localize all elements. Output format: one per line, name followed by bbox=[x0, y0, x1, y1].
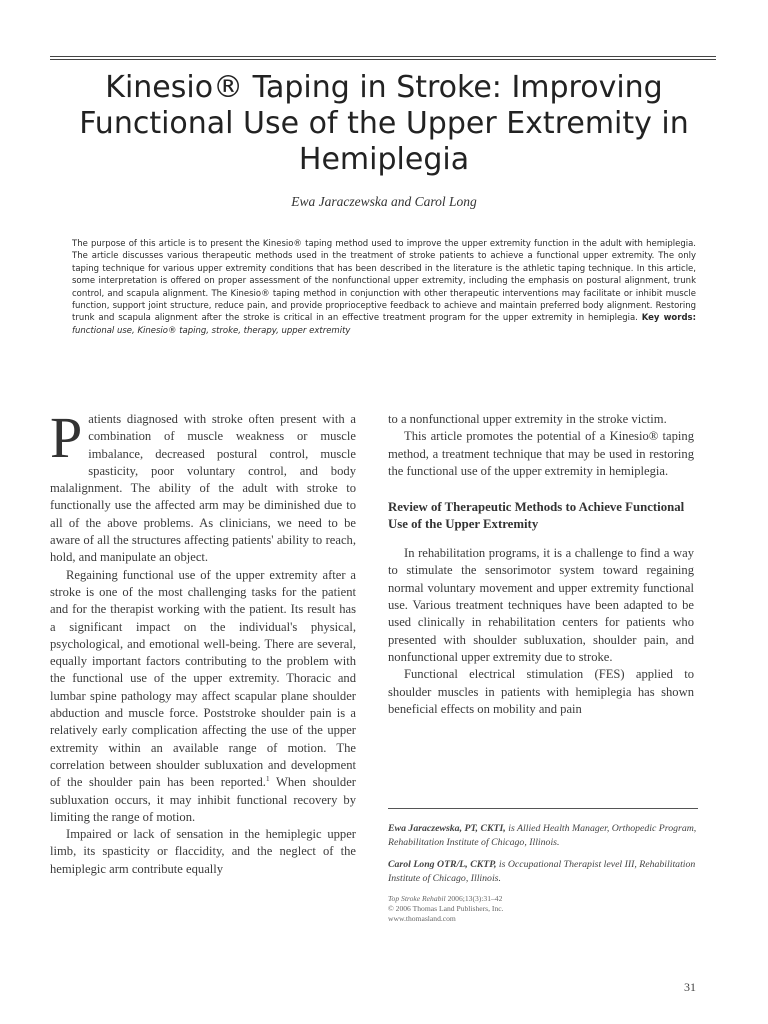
publication-info bbox=[388, 894, 698, 924]
top-rule bbox=[50, 56, 716, 57]
paragraph: Impaired or lack of sensation in the hemiplegic upper limb, its spasticity or flaccidity, and the neglect of the hemiplegic arm contribute equally bbox=[50, 827, 356, 876]
drop-cap: P bbox=[50, 405, 83, 470]
citation-line bbox=[388, 894, 698, 904]
paragraph: In rehabilitation programs, it is a challenge to find a way to stimulate the sensorimotor system toward regaining normal voluntary movement and upper extremity functional use. Various treatment techniques have been adapted to be used clinically in rehabilitation centers for patients who presented with shoulder subluxation, shoulder pain, and nonfunctional upper extremity due to stroke. bbox=[388, 546, 694, 664]
author-note bbox=[388, 822, 698, 850]
keywords-label: Key words: bbox=[641, 313, 696, 324]
reference-marker[interactable]: 1 bbox=[265, 774, 270, 784]
paragraph: to a nonfunctional upper extremity in the stroke victim. bbox=[388, 412, 667, 426]
article-title: Kinesio® Taping in Stroke: Improving Functional Use of the Upper Extremity in Hemiplegia bbox=[79, 70, 689, 177]
page-number: 31 bbox=[684, 980, 696, 994]
paragraph: This article promotes the potential of a Kinesio® taping method, a treatment technique that may be used in restoring the functional use of the upper extremity in hemiplegia. bbox=[388, 429, 694, 478]
abstract-text: The purpose of this article is to present the Kinesio® taping method used to improve the upper extremity function in the adult with hemiplegia. The article discusses various therapeutic methods used in the treatment of stroke patients to achieve a functional upper extremity. The only taping technique for various upper extremity conditions that has been described in the literature is the athletic taping technique. In this article, some interpretation is offered on proper assessment of the nonfunctional upper extremity, including the emphasis on postural alignment, trunk control, and scapula alignment. The Kinesio® taping method in conjunction with other therapeutic interventions may facilitate or inhibit muscle function, support joint structure, reduce pain, and provide proprioceptive feedback to achieve and maintain preferred body alignment. Restoring trunk and scapula alignment after the stroke is critical in an effective treatment program for the upper extremity in hemiplegia. bbox=[72, 239, 696, 324]
paragraph-text: Regaining functional use of the upper extremity after a stroke is one of the most challenging tasks for the patient and for the therapist working with the patient. Its result has a significant impact on the individual's physical, psychological, and emotional well-being. There are several, equally important factors contributing to the problem with the functional use of the upper extremity. Thoracic and lumbar spine pathology may affect scapular plane shoulder abduction and muscle force. Poststroke shoulder pain is a relatively early complication affecting the use of the upper extremity within an available range of motion. The correlation between shoulder subluxation and development of the shoulder pain has been reported. bbox=[50, 567, 356, 790]
section-heading: Review of Therapeutic Methods to Achieve Functional Use of the Upper Extremity bbox=[388, 500, 685, 532]
copyright: © 2006 Thomas Land Publishers, Inc. bbox=[388, 904, 504, 913]
left-column bbox=[50, 405, 356, 878]
paragraph: Functional electrical stimulation (FES) applied to shoulder muscles in patients with hemiplegia has shown beneficial effects on mobility and pain bbox=[388, 667, 694, 716]
citation: 2006;13(3):31–42 bbox=[447, 894, 503, 903]
right-column bbox=[388, 411, 694, 718]
abstract bbox=[72, 238, 696, 337]
author-notes bbox=[388, 808, 698, 924]
author-note-name: Carol Long OTR/L, CKTP, bbox=[388, 859, 497, 870]
paragraph-text: When shoulder subluxation occurs, it may inhibit functional recovery by limiting the range of motion. bbox=[50, 775, 356, 824]
article-authors: Ewa Jaraczewska and Carol Long bbox=[291, 194, 477, 209]
journal-name: Top Stroke Rehabil bbox=[388, 894, 446, 903]
paragraph-text: atients diagnosed with stroke often present with a combination of muscle weakness or muscle imbalance, decreased postural control, muscle spasticity, poor voluntary control, and body malalignment. The ability of the adult with stroke to functionally use the affected arm may be diminished due to all of the above problems. As clinicians, we need to be aware of all the structures affecting patients' ability to reach, hold, and manipulate an object. bbox=[50, 412, 356, 565]
author-note-affiliation: is Occupational Therapist level III, Rehabilitation Institute of Chicago, Illinois. bbox=[388, 859, 696, 884]
author-note-affiliation: is Allied Health Manager, Orthopedic Program, Rehabilitation Institute of Chicago, Illinois. bbox=[388, 823, 697, 848]
website-link[interactable]: www.thomasland.com bbox=[388, 914, 456, 923]
author-note bbox=[388, 858, 698, 886]
author-note-name: Ewa Jaraczewska, PT, CKTI, bbox=[388, 823, 506, 834]
paragraph bbox=[50, 567, 356, 826]
keywords: functional use, Kinesio® taping, stroke, therapy, upper extremity bbox=[72, 325, 351, 336]
paragraph bbox=[50, 405, 356, 567]
